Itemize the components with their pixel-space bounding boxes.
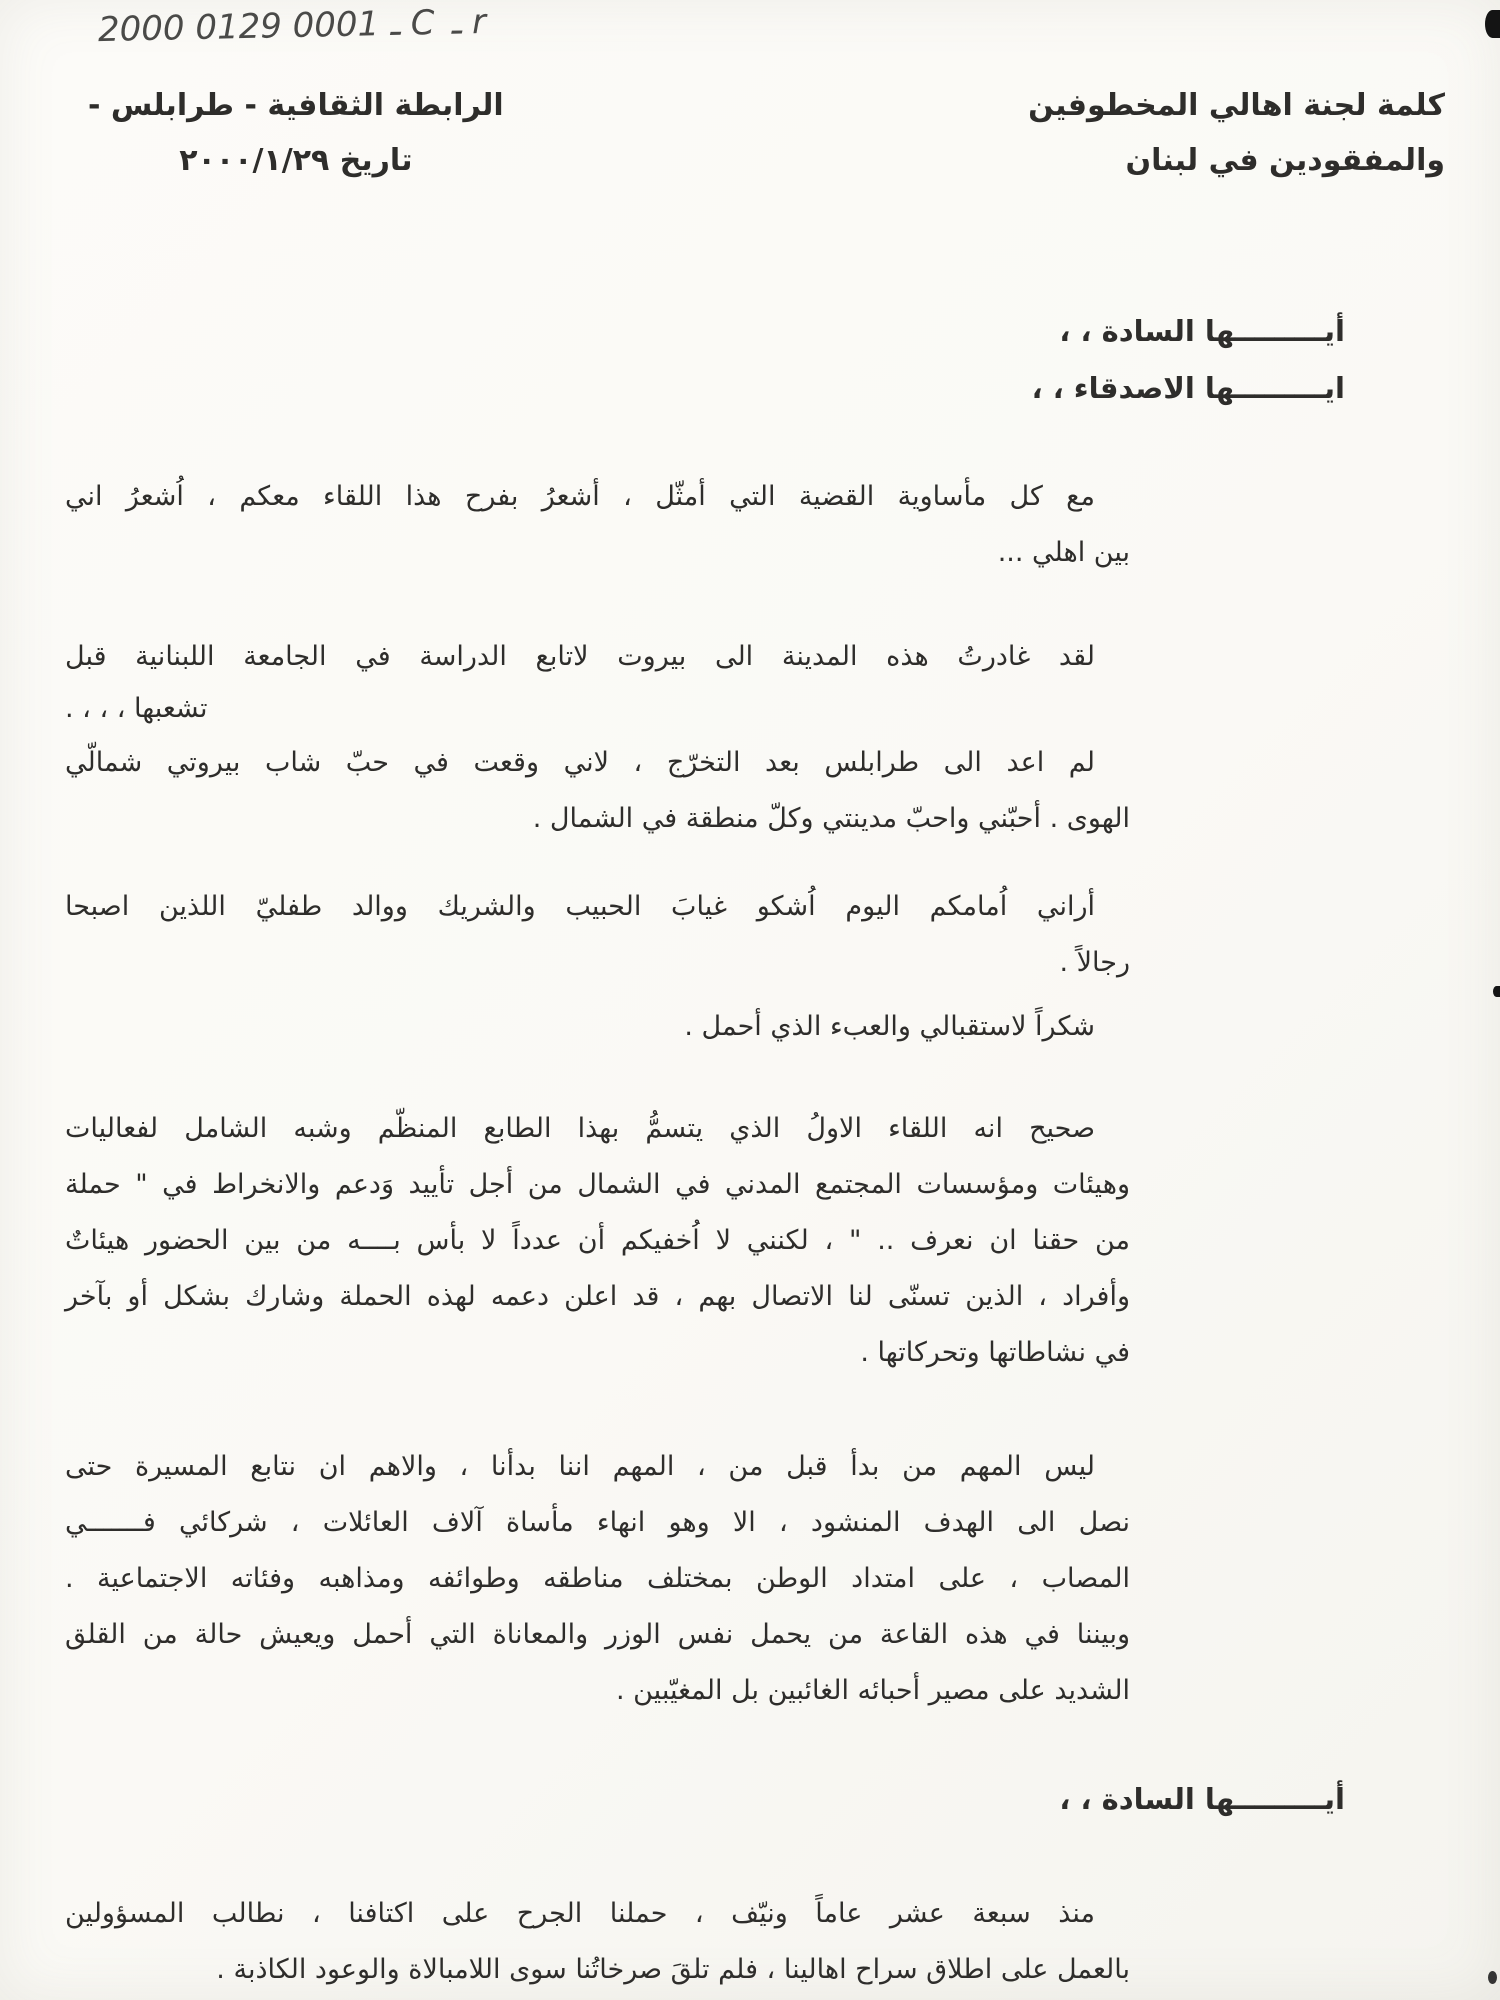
paragraph-2 xyxy=(65,631,1130,735)
paragraph-7 xyxy=(65,1439,1130,1719)
committee-line: كلمة لجنة اهالي المخطوفين xyxy=(1028,88,1445,123)
speech-line: نصل الى الهدف المنشود ، الا وهو انهاء مأساة آلاف العائلات ، شركائي فـــــــي xyxy=(65,1507,1130,1538)
speech-line: وأفراد ، الذين تسنّى لنا الاتصال بهم ، قد اعلن دعمه لهذه الحملة وشارك بشكل أو بآخر xyxy=(65,1281,1130,1312)
speech-line: الهوى . أحبّني واحبّ مدينتي وكلّ منطقة في الشمال . xyxy=(532,803,1130,834)
date-line: تاريخ ٢٠٠٠/١/٢٩ xyxy=(179,143,413,178)
speech-line: المصاب ، على امتداد الوطن بمختلف مناطقه وطوائفه ومذاهبه وفئاته الاجتماعية . xyxy=(65,1563,1130,1594)
speech-line: في نشاطاتها وتحركاتها . xyxy=(860,1337,1130,1368)
paragraph-1 xyxy=(65,469,1130,581)
handwritten-archive-note: 2000 0129 ـ 0001 C ـ r xyxy=(97,1,490,51)
paragraph-5 xyxy=(65,999,1130,1055)
speech-line: مع كل مأساوية القضية التي أمثّل ، أشعرُ بفرح هذا اللقاء معكم ، اُشعرُ اني xyxy=(65,481,1095,512)
paragraph-6 xyxy=(65,1101,1130,1381)
speech-line: بين اهلي ... xyxy=(997,537,1130,568)
speech-body xyxy=(0,303,1500,1998)
venue-line: الرابطة الثقافية - طرابلس - xyxy=(88,88,504,123)
speech-line: تشعبها ، ، ، . xyxy=(65,693,208,724)
paragraph-4 xyxy=(65,879,1130,991)
speech-line: لقد غادرتُ هذه المدينة الى بيروت لاتابع الدراسة في الجامعة اللبنانية قبل xyxy=(65,641,1095,672)
header-venue-block xyxy=(88,78,504,188)
speech-line: شكراً لاستقبالي والعبء الذي أحمل . xyxy=(684,1011,1095,1042)
salutation-gentlemen: أيـــــــــها السادة ، ، xyxy=(1059,314,1345,348)
speech-line: الشديد على مصير أحبائه الغائبين بل المغيّبين . xyxy=(615,1675,1130,1706)
header-committee-block xyxy=(1028,78,1445,188)
speech-line: أراني اُمامكم اليوم اُشكو غيابَ الحبيب والشريك ووالد طفليّ اللذين اصبحا xyxy=(65,891,1095,922)
speech-line: رجالاً . xyxy=(1059,947,1130,978)
speech-line: منذ سبعة عشر عاماً ونيّف ، حملنا الجرح على اكتافنا ، نطالب المسؤولين xyxy=(65,1898,1095,1929)
committee-line: والمفقودين في لبنان xyxy=(1125,143,1445,178)
scan-artifact xyxy=(1488,1971,1497,1984)
speech-line: لم اعد الى طرابلس بعد التخرّج ، لاني وقعت في حبّ شاب بيروتي شمالّي xyxy=(65,747,1095,778)
salutation-gentlemen-2: أيـــــــــها السادة ، ، xyxy=(1059,1782,1345,1816)
speech-line: بالعمل على اطلاق سراح اهالينا ، فلم تلقَ صرخاتُنا سوى اللامبالاة والوعود الكاذبة . xyxy=(216,1954,1130,1985)
speech-line: صحيح انه اللقاء الاولُ الذي يتسمُّ بهذا الطابع المنظّم وشبه الشامل لفعاليات xyxy=(65,1113,1095,1144)
speech-line: ليس المهم من بدأ قبل من ، المهم اننا بدأنا ، والاهم ان نتابع المسيرة حتى xyxy=(65,1451,1095,1482)
salutation-friends: ايـــــــــها الاصدقاء ، ، xyxy=(1031,371,1345,405)
speech-line: وبيننا في هذه القاعة من يحمل نفس الوزر والمعاناة التي أحمل ويعيش حالة من القلق xyxy=(65,1619,1130,1650)
paragraph-8 xyxy=(65,1886,1130,1998)
scan-artifact xyxy=(1493,986,1500,997)
paragraph-3 xyxy=(65,735,1130,847)
speech-line: وهيئات ومؤسسات المجتمع المدني في الشمال من أجل تأييد وَدعم والانخراط في " حملة xyxy=(65,1169,1130,1200)
scan-artifact xyxy=(1485,10,1500,38)
speech-line: من حقنا ان نعرف .. " ، لكنني لا اُخفيكم أن عدداً لا بأس بــــه من بين الحضور هيئاتٌ xyxy=(65,1225,1130,1256)
